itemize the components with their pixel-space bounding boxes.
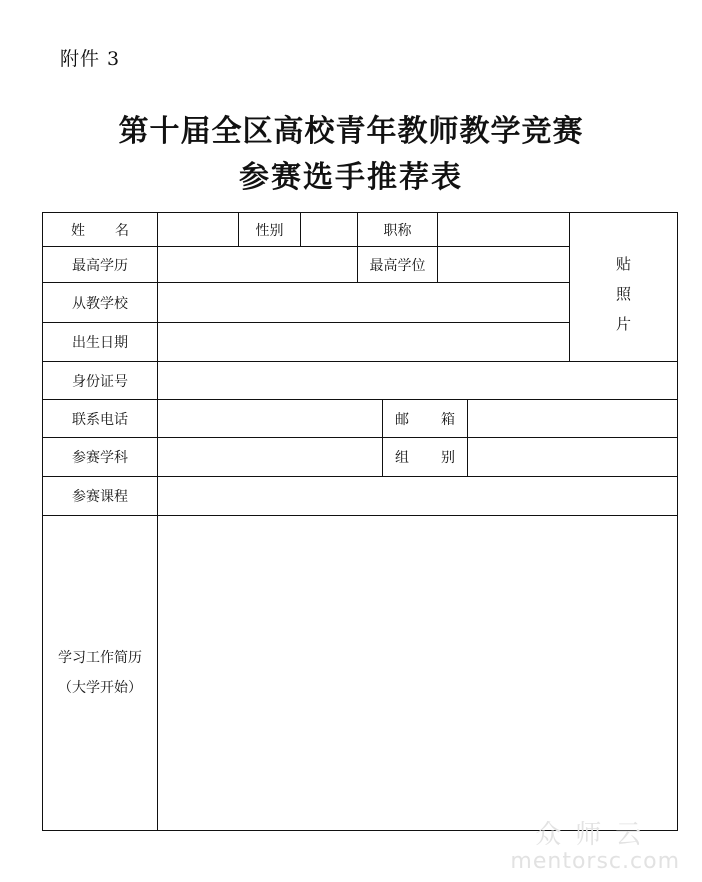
photo-label-char3: 片: [615, 315, 631, 333]
email-input[interactable]: [468, 400, 677, 437]
watermark-cn: 众师云: [535, 820, 656, 850]
id-number-label: 身份证号: [72, 373, 128, 390]
highest-education-label: 最高学历: [72, 257, 128, 274]
birth-date-label: 出生日期: [72, 335, 128, 351]
form-title: 第十届全区高校青年教师教学竞赛: [118, 114, 584, 149]
group-label-char2: 别: [441, 450, 455, 466]
title-label: 职称: [383, 222, 412, 239]
name-label: [43, 213, 157, 246]
subject-label: 参赛学科: [72, 450, 128, 466]
highest-degree-label: 最高学位: [369, 257, 426, 274]
phone-input[interactable]: [158, 400, 382, 437]
highest-degree-input[interactable]: [438, 247, 569, 282]
resume-label-line1: 学习工作简历: [58, 650, 142, 666]
resume-label: [43, 516, 157, 830]
photo-label-char1: 贴: [615, 255, 631, 273]
title-input[interactable]: [438, 213, 569, 246]
name-label-char1: 姓: [71, 222, 85, 239]
email-label-char1: 邮: [395, 411, 409, 428]
course-label: 参赛课程: [72, 489, 128, 505]
group-input[interactable]: [468, 438, 677, 476]
phone-label: 联系电话: [72, 411, 128, 428]
highest-education-input[interactable]: [158, 247, 357, 282]
subject-input[interactable]: [158, 438, 382, 476]
photo-box: [570, 213, 677, 361]
birth-date-input[interactable]: [158, 323, 569, 361]
group-label-char1: 组: [395, 450, 409, 466]
form-subtitle: 参赛选手推荐表: [239, 160, 463, 195]
resume-label-line2: （大学开始）: [58, 680, 142, 696]
course-input[interactable]: [158, 477, 677, 515]
name-label-char2: 名: [115, 222, 129, 239]
attachment-label: 附件 3: [60, 48, 121, 70]
email-label-char2: 箱: [441, 411, 455, 428]
group-label: [383, 438, 467, 476]
id-number-input[interactable]: [158, 362, 677, 399]
email-label: [383, 400, 467, 437]
photo-label-char2: 照: [615, 285, 631, 303]
watermark-url: mentorsc.com: [510, 849, 680, 874]
school-input[interactable]: [158, 283, 569, 322]
watermark: [510, 820, 680, 874]
school-label: 从教学校: [72, 295, 128, 312]
resume-input[interactable]: [158, 516, 677, 830]
gender-input[interactable]: [301, 213, 357, 246]
gender-label: 性别: [255, 222, 284, 239]
name-input[interactable]: [158, 213, 238, 246]
